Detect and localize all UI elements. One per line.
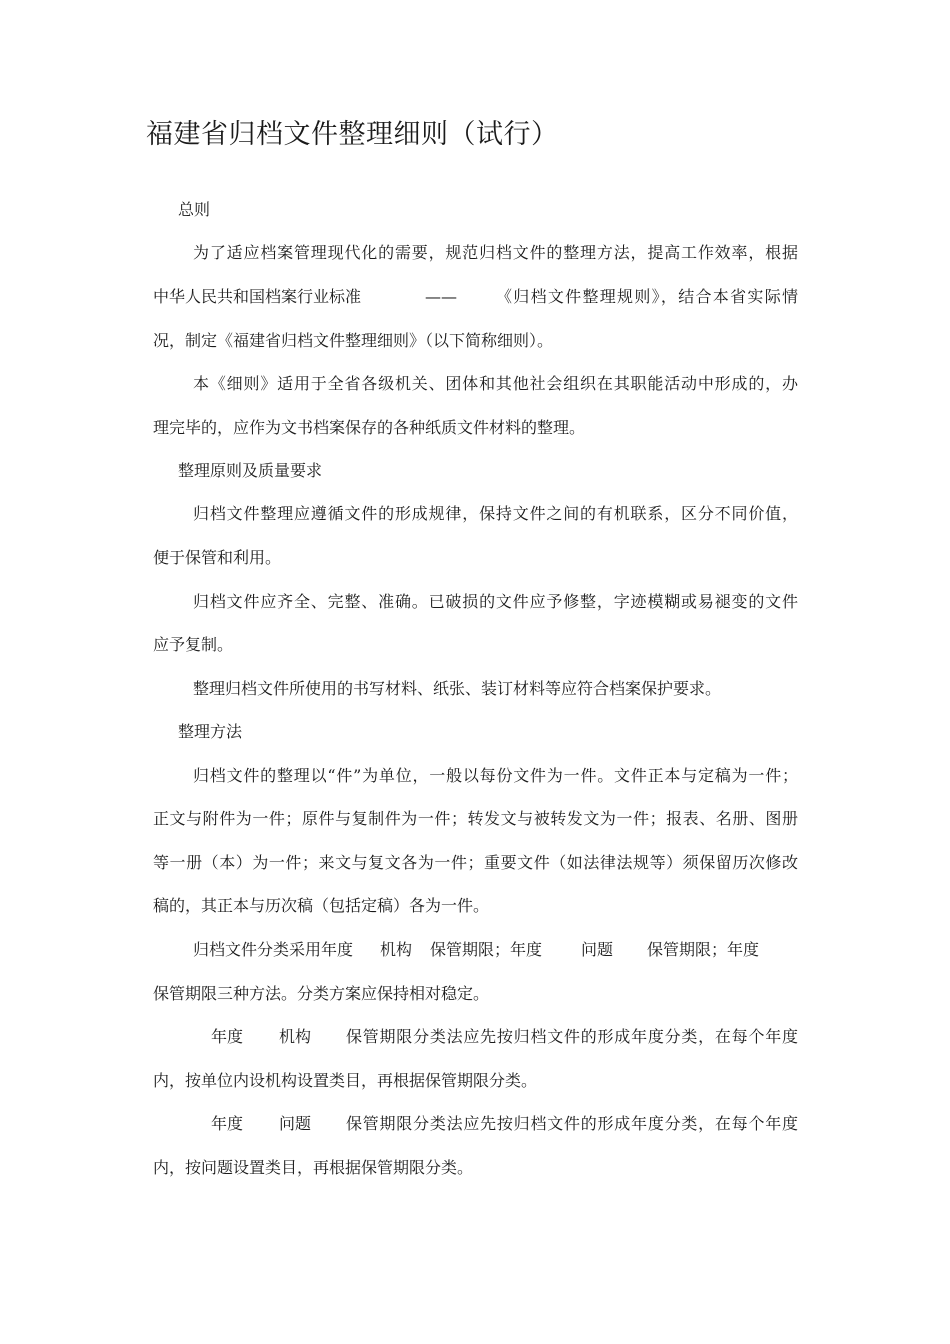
paragraph-line: 《归档文件整理规则》，结合本省实际情 [496, 287, 798, 306]
section-heading-methods: 整理方法 [178, 722, 243, 741]
text-segment: 保管期限；年度 [647, 940, 760, 959]
text-segment: 保管期限分类法应先按归档文件的形成年度分类，在每个年度 [346, 1114, 798, 1133]
text-segment: 归档文件分类采用年度 [193, 940, 354, 959]
dash-separator: —— [425, 287, 457, 306]
paragraph-line: 内，按问题设置类目，再根据保管期限分类。 [153, 1158, 474, 1177]
paragraph-line: 整理归档文件所使用的书写材料、纸张、装订材料等应符合档案保护要求。 [193, 679, 722, 698]
paragraph-line: 为了适应档案管理现代化的需要，规范归档文件的整理方法，提高工作效率，根据 [193, 243, 798, 262]
paragraph-line: 归档文件的整理以“件”为单位，一般以每份文件为一件。文件正本与定稿为一件； [193, 766, 798, 785]
text-segment: 年度 [211, 1027, 244, 1046]
paragraph-line: 正文与附件为一件；原件与复制件为一件；转发文与被转发文为一件；报表、名册、图册 [153, 809, 798, 828]
paragraph-line: 况，制定《福建省归档文件整理细则》（以下简称细则）。 [153, 331, 554, 350]
text-segment: 机构 [279, 1027, 312, 1046]
document-title: 福建省归档文件整理细则（试行） [146, 119, 559, 150]
section-heading-principles: 整理原则及质量要求 [178, 461, 323, 480]
paragraph-line: 本《细则》适用于全省各级机关、团体和其他社会组织在其职能活动中形成的，办 [193, 374, 798, 393]
paragraph-line: 便于保管和利用。 [153, 548, 282, 567]
paragraph-line: 归档文件应齐全、完整、准确。已破损的文件应予修整，字迹模糊或易褪变的文件 [193, 592, 798, 611]
text-segment: 问题 [279, 1114, 312, 1133]
text-segment: 机构 [380, 940, 413, 959]
paragraph-line: 等一册（本）为一件；来文与复文各为一件；重要文件（如法律法规等）须保留历次修改 [153, 853, 798, 872]
paragraph-line: 归档文件整理应遵循文件的形成规律，保持文件之间的有机联系，区分不同价值， [193, 504, 798, 523]
paragraph-line: 应予复制。 [153, 635, 234, 654]
paragraph-line: 内，按单位内设机构设置类目，再根据保管期限分类。 [153, 1071, 538, 1090]
paragraph-line: 保管期限三种方法。分类方案应保持相对稳定。 [153, 984, 490, 1003]
text-segment: 中华人民共和国档案行业标准 [153, 287, 362, 306]
paragraph-line: 稿的，其正本与历次稿（包括定稿）各为一件。 [153, 896, 490, 915]
text-segment: 问题 [581, 940, 614, 959]
text-segment: 保管期限分类法应先按归档文件的形成年度分类，在每个年度 [346, 1027, 798, 1046]
text-segment: 保管期限；年度 [430, 940, 543, 959]
section-heading-general: 总则 [178, 200, 211, 219]
text-segment: 年度 [211, 1114, 244, 1133]
paragraph-line: 理完毕的，应作为文书档案保存的各种纸质文件材料的整理。 [153, 418, 586, 437]
paragraph-line [153, 286, 361, 308]
